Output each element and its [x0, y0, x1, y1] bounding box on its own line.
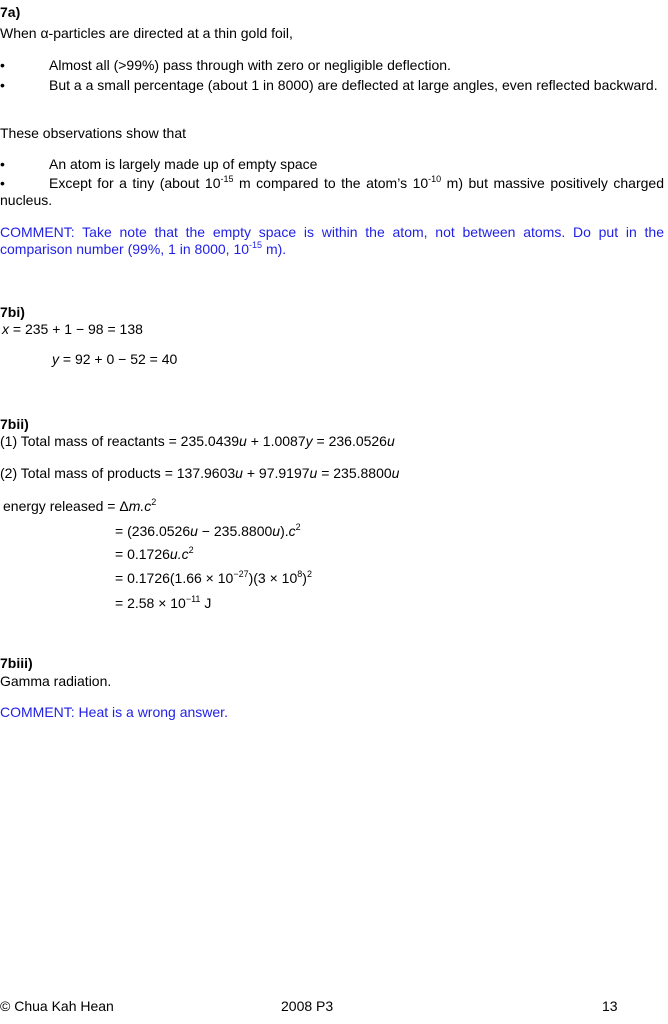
footer-paper: 2008 P3 [281, 998, 334, 1014]
q7biii-comment: COMMENT: Heat is a wrong answer. [0, 704, 228, 720]
q7a-intro: When α-particles are directed at a thin gold foil, [0, 25, 293, 41]
q7a-conclusion-2: • Except for a tiny (about $10^{-15}$ m compared to the atom’s $10^{-10}$ m) but massive positively charged nucleus. [0, 174, 664, 208]
footer-page-number: 13 [602, 998, 618, 1014]
q7bii-energy-label: energy released = $\Delta m.c^2$ [3, 497, 157, 514]
footer-author: © Chua Kah Hean [0, 998, 114, 1014]
q7bii-step-2: = $0.1726u.c^2$ [115, 545, 194, 562]
q7bii-step-3: = $0.1726(1.66 \times 10^{-27})(3 \times 10^8)^2$ [115, 569, 312, 586]
bullet-icon: • [0, 57, 5, 73]
q7a-conclusion-1: • An atom is largely made up of empty space [0, 156, 318, 172]
q7bii-step-1: = $(236.0526u - 235.8800u).c^2$ [115, 522, 301, 539]
q7a-observation-1: • Almost all (>99%) pass through with zero or negligible deflection. [0, 57, 451, 73]
q7bii-step-4: = $2.58 \times 10^{-11}$ J [115, 594, 212, 611]
q7biii-heading: 7biii) [0, 655, 33, 671]
bullet-icon: • [0, 156, 5, 172]
bullet-icon: • [0, 175, 5, 191]
q7a-observation-2: • But a a small percentage (about 1 in 8000) are deflected at large angles, even reflected backward. [0, 77, 658, 93]
q7biii-answer: Gamma radiation. [0, 673, 112, 689]
bullet-icon: • [0, 77, 5, 93]
q7bi-heading: 7bi) [0, 304, 25, 320]
q7a-conclusion-intro: These observations show that [0, 125, 186, 141]
q7a-heading: 7a) [0, 4, 21, 20]
q7bii-products-line: (2) Total mass of products = 137.9603u + 97.9197u = 235.8800u [0, 465, 400, 481]
q7a-comment: COMMENT: Take note that the empty space is within the atom, not between atoms. Do put in the comparison number (99%, 1 in 8000, $10^{-15}$ m). [0, 224, 664, 257]
q7bii-reactants-line: (1) Total mass of reactants = 235.0439u + 1.0087y = 236.0526u [0, 433, 395, 449]
q7bii-heading: 7bii) [0, 416, 29, 432]
q7bi-x-equation: x = 235 + 1 − 98 = 138 [2, 321, 143, 337]
q7bi-y-equation: y = 92 + 0 − 52 = 40 [52, 351, 178, 367]
